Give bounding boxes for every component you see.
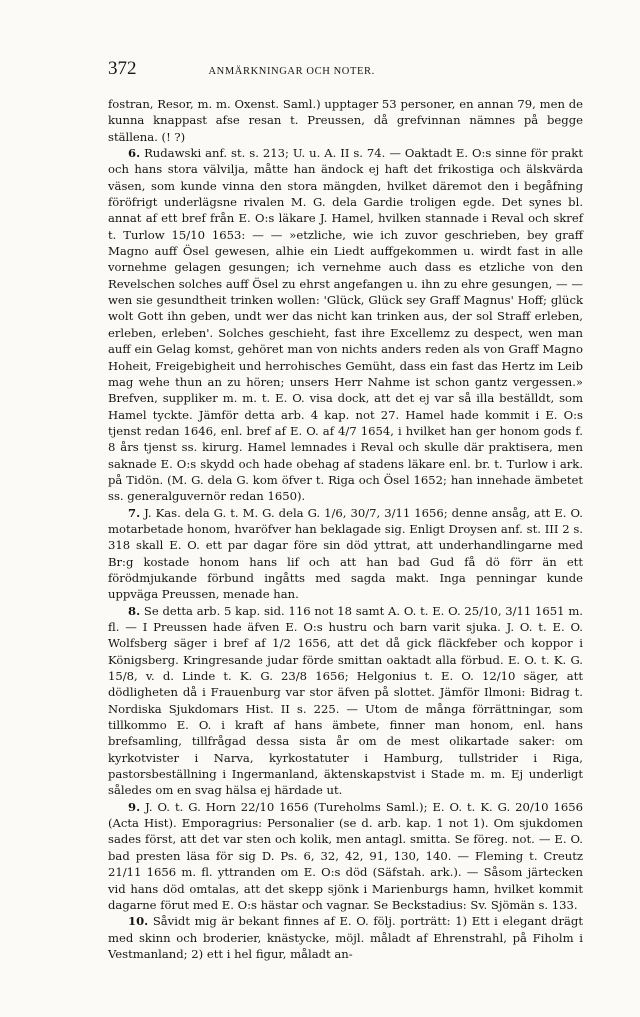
note-paragraph — [108, 505, 583, 603]
note-text: J. O. t. G. Horn 22/10 1656 (Tureholms Saml.); E. O. t. K. G. 20/10 1656 (Acta Hist). Emporagrius: Personalier (se d. arb. kap. 1 not 1). Om sjukdomen sades först, att det var sten och kolik, men antagl. smitta. Se föreg. not. — E. O. bad presten läsa för sig D. Ps. 6, 32, 42, 91, 130, 140. — Fleming t. Creutz 21/11 1656 m. fl. yttranden om E. O:s död (Säfstah. ark.). — Såsom järtecken vid hans död omtalas, att det skepp sjönk i Marienburgs hamn, hvilket kommit dagarne förut med E. O:s hästar och vagnar. Se Beckstadius: Sv. Sjömän s. 133. — [108, 799, 584, 912]
note-text: fostran, Resor, m. m. Oxenst. Saml.) upptager 53 personer, en annan 79, men de kunna knappast afse resan t. Preussen, då grefvinnan nämnes på begge ställena. (! ?) — [108, 97, 583, 144]
note-paragraph — [108, 799, 583, 913]
note-paragraph — [108, 96, 583, 145]
note-number: 7. — [128, 505, 141, 520]
note-text: Se detta arb. 5 kap. sid. 116 not 18 samt A. O. t. E. O. 25/10, 3/11 1651 m. fl. — I Preussen hade äfven E. O:s hustru och barn varit sjuka. J. O. t. E. O. Wolfsberg säger i bref af 1/2 1656, att det då gick fläckfeber och koppor i Königsberg. Kringresande judar förde smittan oaktadt alla förbud. E. O. t. K. G. 15/8, v. d. Linde t. K. G. 23/8 1656; Helgonius t. E. O. 12/10 säger, att dödligheten då i Frauenburg var stor äfven på slottet. Jämför Ilmoni: Bidrag t. Nordiska Sjukdomars Hist. II s. 225. — Utom de många förrättningar, som tillkommo E. O. i kraft af hans ämbete, finner man honom, enl. hans brefsamling, tillfrågad dessa sista år om de mest olikartade saker: om kyrkotvister i Narva, kyrkostatuter i Hamburg, tullstrider i Riga, pastorsbeställning i Ingermanland, äktenskapstvist i Stade m. m. Ej underligt således om en svag hälsa ej härdade ut. — [108, 603, 583, 798]
note-paragraph — [108, 913, 583, 962]
note-number: 9. — [128, 799, 141, 814]
note-text: J. Kas. dela G. t. M. G. dela G. 1/6, 30/7, 3/11 1656; denne ansåg, att E. O. motarbetade honom, hvaröfver han beklagade sig. Enligt Droysen anf. st. III 2 s. 318 skall E. O. ett par dagar före sin död yttrat, att underhandlingarne med Br:g kostade honom hans lif och att han bad Gud få dö förr än ett förödmjukande förbund ingåtts med sagda makt. Inga penningar kunde uppväga Preussen, menade han. — [108, 505, 583, 602]
note-number: 10. — [128, 914, 149, 929]
running-title: ANMÄRKNINGAR OCH NOTER. — [208, 66, 375, 77]
note-number: 6. — [128, 146, 141, 161]
note-number: 8. — [128, 603, 141, 618]
page-number: 372 — [108, 58, 137, 79]
note-paragraph — [108, 145, 583, 505]
note-paragraph — [108, 603, 583, 799]
note-text: Rudawski anf. st. s. 213; U. u. A. II s. 74. — Oaktadt E. O:s sinne för prakt och hans stora välvilja, måtte han ändock ej haft det frikostiga och älskvärda väsen, som kunde vinna den stora mängden, hvilket däremot den i begåfning föröfrigt underlägsne rivalen M. G. dela Gardie troligen egde. Det synes bl. annat af ett bref från E. O:s läkare J. Hamel, hvilken stannade i Reval och skref t. Turlow 15/10 1653: — — »etzliche, wie ich zuvor geschrieben, bey graff Magno auff Ösel gewesen, alhie ein Liedt auffgekommen u. wirdt fast in alle vornehme gelagen gesungen; ich vernehme auch dass es etzliche von den Revelschen solches auff Ösel zu ehrst angefangen u. ihn zu ehre gesungen, — — wen sie gesundtheit trinken wollen: 'Glück, Glück sey Graff Magnus' Hoff; glück wolt Gott ihn geben, undt wer das nicht kan trinken aus, der sol Straff erleben, erleben, erleben'. Solches geschieht, fast ihre Excellemz zu despect, wen man auff ein Gelag komst, gehöret man von nichts anders reden als von Graff Magno Hoheit, Freigebigheit und herrohisches Gemüht, dass ein fast das Hertz im Leib mag wehe thun an zu hören; unsers Herr Nahme ist schon gantz vergessen.» Brefven, suppliker m. m. t. E. O. visa dock, att det ej var så illa beställdt, som Hamel tyckte. Jämför detta arb. 4 kap. not 27. Hamel hade kommit i E. O:s tjenst redan 1646, enl. bref af E. O. af 4/7 1654, i hvilket han ger honom gods f. 8 års tjenst ss. kirurg. Hamel lemnades i Reval och skulle där praktisera, men saknade E. O:s skydd och hade obehag af stadens läkare enl. br. t. Turlow i ark. på Tidön. (M. G. dela G. kom öfver t. Riga och Ösel 1652; han innehade ämbetet ss. generalguvernör redan 1650). — [108, 146, 583, 504]
page-header — [108, 58, 583, 80]
note-text: Såvidt mig är bekant finnes af E. O. följ. porträtt: 1) Ett i elegant drägt med skinn och broderier, knästycke, möjl. måladt af Ehrenstrahl, på Fiholm i Vestmanland; 2) ett i hel figur, måladt an- — [108, 914, 583, 961]
notes-body — [108, 96, 583, 962]
